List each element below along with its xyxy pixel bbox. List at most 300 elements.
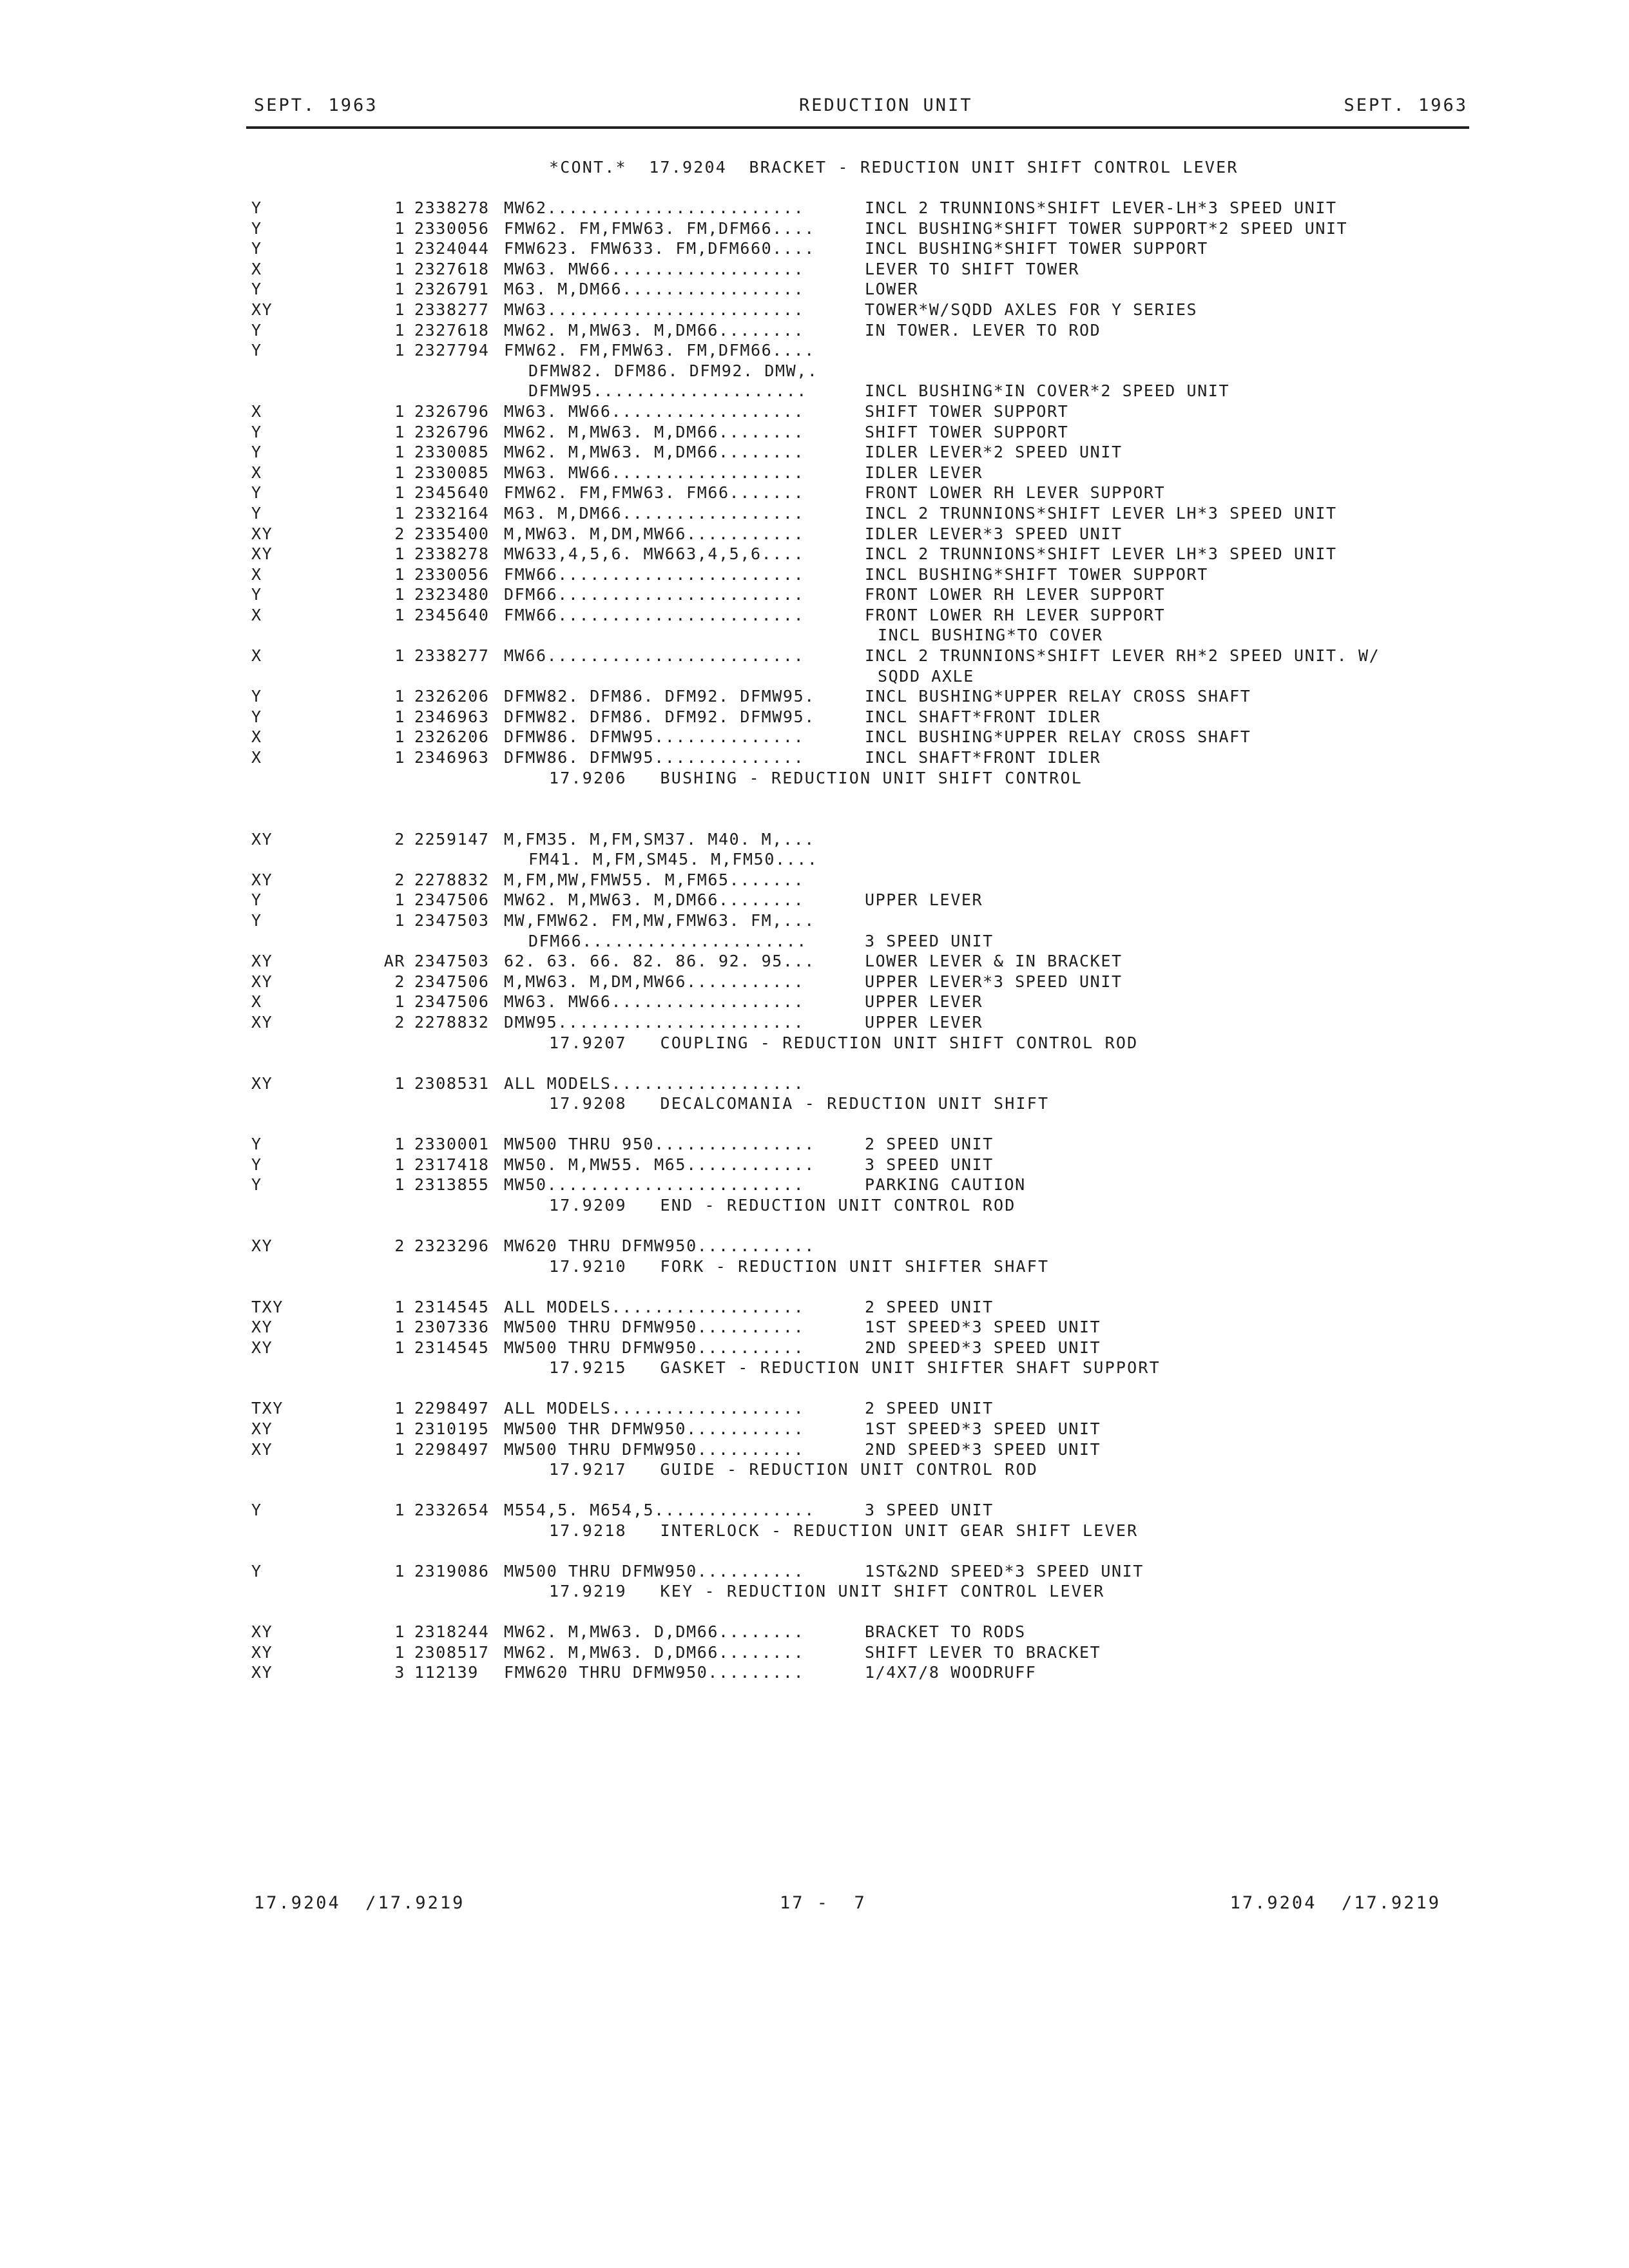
quantity: 2 <box>394 829 405 849</box>
model-applicability: FMW66....................... <box>504 605 805 624</box>
quantity: 1 <box>394 605 405 624</box>
quantity: 1 <box>394 1135 405 1154</box>
header-title: REDUCTION UNIT <box>799 95 973 115</box>
section-heading <box>251 157 1540 198</box>
part-row <box>251 1012 1540 1033</box>
section-heading-text: 17.9215 GASKET - REDUCTION UNIT SHIFTER SHAFT SUPPORT <box>549 1358 1161 1378</box>
part-description: LOWER LEVER & IN BRACKET <box>865 952 1123 971</box>
part-row <box>251 463 1540 483</box>
quantity: 1 <box>394 1439 405 1459</box>
serial-code: XY <box>251 972 273 991</box>
part-description: 2 SPEED UNIT <box>865 1297 994 1316</box>
part-row <box>251 1338 1540 1358</box>
part-row <box>251 1175 1540 1195</box>
description-continuation-row <box>251 625 1540 646</box>
part-row <box>251 300 1540 320</box>
part-description: FRONT LOWER RH LEVER SUPPORT <box>865 483 1166 503</box>
model-applicability: M63. M,DM66................. <box>504 280 805 299</box>
model-applicability: FMW62. FM,FMW63. FM66....... <box>504 483 805 503</box>
part-description: LOWER <box>865 280 919 299</box>
part-row <box>251 1642 1540 1663</box>
model-applicability: MW500 THRU DFMW950.......... <box>504 1338 805 1357</box>
serial-code: Y <box>251 1501 262 1520</box>
quantity: 1 <box>394 1073 405 1093</box>
part-row <box>251 992 1540 1012</box>
part-number: 2332164 <box>414 503 490 523</box>
part-row <box>251 401 1540 422</box>
model-applicability: FMW62. FM,FMW63. FM,DFM66.... <box>504 218 815 238</box>
part-row <box>251 1561 1540 1582</box>
part-description: INCL 2 TRUNNIONS*SHIFT LEVER-LH*3 SPEED UNIT <box>865 198 1337 217</box>
part-number: 2324044 <box>414 239 490 258</box>
part-number: 2278832 <box>414 870 490 889</box>
quantity: 1 <box>394 280 405 299</box>
model-applicability: DFMW82. DFM86. DFM92. DFMW95. <box>504 687 815 706</box>
model-applicability: MW62. M,MW63. M,DM66........ <box>504 890 805 910</box>
model-continuation: DFM66..................... <box>528 931 807 950</box>
part-row <box>251 259 1540 280</box>
section-heading <box>251 768 1540 809</box>
serial-code: Y <box>251 443 262 462</box>
part-number: 2319086 <box>414 1561 490 1581</box>
part-row <box>251 1398 1540 1419</box>
header-rule <box>246 126 1469 129</box>
serial-code: X <box>251 564 262 584</box>
quantity: AR <box>383 952 405 971</box>
part-description: UPPER LEVER <box>865 992 983 1012</box>
part-number: 2310195 <box>414 1419 490 1438</box>
serial-code: XY <box>251 1012 273 1032</box>
serial-code: TXY <box>251 1399 284 1418</box>
part-description: INCL BUSHING*SHIFT TOWER SUPPORT <box>865 564 1208 584</box>
part-row <box>251 442 1540 463</box>
part-number: 2335400 <box>414 524 490 543</box>
part-row <box>251 747 1540 768</box>
part-number: 2313855 <box>414 1175 490 1195</box>
part-description: BRACKET TO RODS <box>865 1622 1026 1642</box>
part-description: INCL BUSHING*UPPER RELAY CROSS SHAFT <box>865 727 1251 747</box>
quantity: 3 <box>394 1663 405 1682</box>
part-description: IDLER LEVER <box>865 463 983 482</box>
quantity: 1 <box>394 218 405 238</box>
model-applicability: MW50. M,MW55. M65............ <box>504 1155 815 1174</box>
part-number: 2326206 <box>414 727 490 747</box>
part-row <box>251 340 1540 361</box>
part-number: 2326796 <box>414 422 490 441</box>
serial-code: XY <box>251 1642 273 1662</box>
part-number: 2347506 <box>414 992 490 1012</box>
model-applicability: MW63. MW66.................. <box>504 463 805 482</box>
part-row <box>251 972 1540 992</box>
quantity: 1 <box>394 544 405 564</box>
model-continuation-row <box>251 361 1540 381</box>
quantity: 1 <box>394 707 405 726</box>
part-description: INCL BUSHING*IN COVER*2 SPEED UNIT <box>865 381 1230 401</box>
serial-code: Y <box>251 911 262 930</box>
serial-code: Y <box>251 1561 262 1581</box>
serial-code: Y <box>251 687 262 706</box>
part-description: FRONT LOWER RH LEVER SUPPORT <box>865 605 1166 624</box>
model-applicability: 62. 63. 66. 82. 86. 92. 95... <box>504 952 815 971</box>
serial-code: XY <box>251 1338 273 1357</box>
serial-code: Y <box>251 422 262 441</box>
serial-code: Y <box>251 585 262 604</box>
serial-code: XY <box>251 1419 273 1438</box>
model-applicability: DFMW86. DFMW95.............. <box>504 748 805 767</box>
section-heading-text: 17.9218 INTERLOCK - REDUCTION UNIT GEAR SHIFT LEVER <box>549 1521 1139 1540</box>
quantity: 1 <box>394 239 405 258</box>
quantity: 1 <box>394 1419 405 1438</box>
model-applicability: DFM66....................... <box>504 585 805 604</box>
part-number: 2332654 <box>414 1501 490 1520</box>
section-heading-text: 17.9209 END - REDUCTION UNIT CONTROL ROD <box>549 1195 1016 1215</box>
quantity: 1 <box>394 483 405 503</box>
serial-code: XY <box>251 952 273 971</box>
serial-code: Y <box>251 1135 262 1154</box>
part-description: INCL SHAFT*FRONT IDLER <box>865 748 1101 767</box>
model-applicability: MW62. M,MW63. D,DM66........ <box>504 1622 805 1642</box>
part-row <box>251 870 1540 890</box>
part-row <box>251 320 1540 341</box>
model-applicability: MW62........................ <box>504 198 805 217</box>
part-number: 2330085 <box>414 443 490 462</box>
part-row <box>251 483 1540 503</box>
serial-code: X <box>251 727 262 747</box>
quantity: 1 <box>394 911 405 930</box>
part-description: UPPER LEVER*3 SPEED UNIT <box>865 972 1123 991</box>
model-applicability: DMW95....................... <box>504 1012 805 1032</box>
part-description: UPPER LEVER <box>865 1012 983 1032</box>
model-applicability: MW633,4,5,6. MW663,4,5,6.... <box>504 544 805 564</box>
part-description: 2ND SPEED*3 SPEED UNIT <box>865 1338 1101 1357</box>
quantity: 1 <box>394 320 405 340</box>
part-description: 1ST SPEED*3 SPEED UNIT <box>865 1318 1101 1337</box>
part-description: SHIFT LEVER TO BRACKET <box>865 1642 1101 1662</box>
model-continuation-row <box>251 849 1540 870</box>
part-row <box>251 524 1540 544</box>
serial-code: X <box>251 401 262 421</box>
part-row <box>251 1317 1540 1338</box>
section-heading-text: 17.9217 GUIDE - REDUCTION UNIT CONTROL ROD <box>549 1460 1039 1479</box>
model-applicability: ALL MODELS.................. <box>504 1073 805 1093</box>
part-row <box>251 910 1540 931</box>
model-continuation-row <box>251 381 1540 401</box>
model-applicability: MW500 THR DFMW950........... <box>504 1419 805 1438</box>
section-heading <box>251 1195 1540 1236</box>
part-row <box>251 605 1540 626</box>
model-applicability: MW62. M,MW63. M,DM66........ <box>504 443 805 462</box>
part-row <box>251 829 1540 850</box>
part-row <box>251 646 1540 666</box>
part-description: 1ST&2ND SPEED*3 SPEED UNIT <box>865 1561 1144 1581</box>
part-number: 112139 <box>414 1663 479 1682</box>
model-continuation: DFMW82. DFM86. DFM92. DMW,. <box>528 361 818 380</box>
part-number: 2314545 <box>414 1338 490 1357</box>
section-heading-text: 17.9206 BUSHING - REDUCTION UNIT SHIFT CONTROL <box>549 768 1083 787</box>
serial-code: XY <box>251 1663 273 1682</box>
part-number: 2327618 <box>414 320 490 340</box>
part-description: SHIFT TOWER SUPPORT <box>865 401 1069 421</box>
part-number: 2326796 <box>414 401 490 421</box>
serial-code: Y <box>251 320 262 340</box>
quantity: 1 <box>394 422 405 441</box>
serial-code: XY <box>251 1318 273 1337</box>
model-applicability: M,MW63. M,DM,MW66........... <box>504 524 805 543</box>
serial-code: Y <box>251 1175 262 1195</box>
serial-code: XY <box>251 829 273 849</box>
model-applicability: M,MW63. M,DM,MW66........... <box>504 972 805 991</box>
part-number: 2347503 <box>414 911 490 930</box>
part-number: 2327794 <box>414 341 490 360</box>
serial-code: XY <box>251 1439 273 1459</box>
model-continuation: FM41. M,FM,SM45. M,FM50.... <box>528 850 818 869</box>
serial-code: Y <box>251 218 262 238</box>
part-row <box>251 1622 1540 1642</box>
part-description: INCL BUSHING*SHIFT TOWER SUPPORT <box>865 239 1208 258</box>
section-heading-text: 17.9207 COUPLING - REDUCTION UNIT SHIFT CONTROL ROD <box>549 1033 1139 1052</box>
model-applicability: FMW623. FMW633. FM,DFM660.... <box>504 239 815 258</box>
quantity: 1 <box>394 1338 405 1357</box>
spacer <box>251 809 1540 829</box>
model-applicability: ALL MODELS.................. <box>504 1399 805 1418</box>
description-continuation: SQDD AXLE <box>878 666 974 686</box>
part-description: UPPER LEVER <box>865 890 983 910</box>
footer-range-left: 17.9204 /17.9219 <box>254 1893 465 1913</box>
serial-code: Y <box>251 198 262 217</box>
part-description: TOWER*W/SQDD AXLES FOR Y SERIES <box>865 300 1198 319</box>
quantity: 2 <box>394 1236 405 1255</box>
serial-code: X <box>251 748 262 767</box>
part-row <box>251 1439 1540 1460</box>
part-number: 2330056 <box>414 564 490 584</box>
part-number: 2323480 <box>414 585 490 604</box>
model-applicability: MW62. M,MW63. M,DM66........ <box>504 320 805 340</box>
serial-code: Y <box>251 1155 262 1174</box>
header-date-right: SEPT. 1963 <box>1344 95 1468 115</box>
footer-range-right: 17.9204 /17.9219 <box>1229 1893 1441 1913</box>
serial-code: X <box>251 605 262 624</box>
serial-code: Y <box>251 503 262 523</box>
quantity: 1 <box>394 748 405 767</box>
part-description: LEVER TO SHIFT TOWER <box>865 259 1080 278</box>
model-applicability: M,FM,MW,FMW55. M,FM65....... <box>504 870 805 889</box>
part-number: 2323296 <box>414 1236 490 1255</box>
serial-code: X <box>251 992 262 1012</box>
part-row <box>251 218 1540 239</box>
part-description: 1/4X7/8 WOODRUFF <box>865 1663 1037 1682</box>
quantity: 1 <box>394 198 405 217</box>
section-heading-text: *CONT.* 17.9204 BRACKET - REDUCTION UNIT SHIFT CONTROL LEVER <box>549 158 1239 177</box>
part-number: 2326206 <box>414 687 490 706</box>
header-date-left: SEPT. 1963 <box>254 95 378 115</box>
serial-code: X <box>251 646 262 666</box>
serial-code: X <box>251 463 262 482</box>
model-applicability: FMW66....................... <box>504 564 805 584</box>
part-description: PARKING CAUTION <box>865 1175 1026 1195</box>
part-number: 2259147 <box>414 829 490 849</box>
description-continuation: INCL BUSHING*TO COVER <box>878 626 1103 645</box>
quantity: 1 <box>394 259 405 278</box>
part-description: 3 SPEED UNIT <box>865 1155 994 1174</box>
part-description: IDLER LEVER*2 SPEED UNIT <box>865 443 1123 462</box>
part-row <box>251 727 1540 747</box>
part-number: 2330085 <box>414 463 490 482</box>
part-row <box>251 279 1540 300</box>
serial-code: Y <box>251 707 262 726</box>
model-applicability: M554,5. M654,5............... <box>504 1501 815 1520</box>
serial-code: Y <box>251 239 262 258</box>
serial-code: XY <box>251 870 273 889</box>
section-heading-text: 17.9208 DECALCOMANIA - REDUCTION UNIT SHIFT <box>549 1094 1050 1113</box>
part-description: 1ST SPEED*3 SPEED UNIT <box>865 1419 1101 1438</box>
section-heading-text: 17.9210 FORK - REDUCTION UNIT SHIFTER SHAFT <box>549 1256 1050 1276</box>
quantity: 1 <box>394 503 405 523</box>
model-applicability: FMW620 THRU DFMW950......... <box>504 1663 805 1682</box>
model-applicability: FMW62. FM,FMW63. FM,DFM66.... <box>504 341 815 360</box>
part-number: 2346963 <box>414 748 490 767</box>
model-continuation: DFMW95.................... <box>528 381 807 401</box>
part-description: 3 SPEED UNIT <box>865 1501 994 1520</box>
serial-code: X <box>251 259 262 278</box>
quantity: 1 <box>394 401 405 421</box>
quantity: 1 <box>394 1561 405 1581</box>
part-description: 2 SPEED UNIT <box>865 1399 994 1418</box>
part-description: INCL BUSHING*SHIFT TOWER SUPPORT*2 SPEED UNIT <box>865 218 1348 238</box>
quantity: 2 <box>394 1012 405 1032</box>
serial-code: XY <box>251 544 273 564</box>
model-applicability: MW62. M,MW63. M,DM66........ <box>504 422 805 441</box>
quantity: 1 <box>394 300 405 319</box>
quantity: 1 <box>394 1297 405 1316</box>
quantity: 1 <box>394 992 405 1012</box>
part-number: 2347506 <box>414 890 490 910</box>
part-number: 2347503 <box>414 952 490 971</box>
quantity: 1 <box>394 1155 405 1174</box>
part-number: 2298497 <box>414 1399 490 1418</box>
part-row <box>251 951 1540 972</box>
serial-code: XY <box>251 300 273 319</box>
quantity: 1 <box>394 585 405 604</box>
part-row <box>251 1662 1540 1683</box>
quantity: 1 <box>394 727 405 747</box>
section-heading <box>251 1521 1540 1561</box>
part-number: 2338278 <box>414 198 490 217</box>
quantity: 1 <box>394 463 405 482</box>
part-description: 2ND SPEED*3 SPEED UNIT <box>865 1439 1101 1459</box>
model-continuation-row <box>251 931 1540 952</box>
model-applicability: M,FM35. M,FM,SM37. M40. M,... <box>504 829 815 849</box>
part-number: 2308517 <box>414 1642 490 1662</box>
model-applicability: MW500 THRU DFMW950.......... <box>504 1561 805 1581</box>
section-heading <box>251 1459 1540 1500</box>
quantity: 2 <box>394 870 405 889</box>
section-heading <box>251 1256 1540 1297</box>
part-number: 2330001 <box>414 1135 490 1154</box>
part-number: 2338277 <box>414 300 490 319</box>
part-number: 2314545 <box>414 1297 490 1316</box>
quantity: 2 <box>394 972 405 991</box>
quantity: 2 <box>394 524 405 543</box>
serial-code: XY <box>251 524 273 543</box>
part-description: IDLER LEVER*3 SPEED UNIT <box>865 524 1123 543</box>
quantity: 1 <box>394 1399 405 1418</box>
quantity: 1 <box>394 687 405 706</box>
serial-code: Y <box>251 341 262 360</box>
serial-code: XY <box>251 1622 273 1642</box>
part-row <box>251 1419 1540 1439</box>
part-description: INCL 2 TRUNNIONS*SHIFT LEVER LH*3 SPEED UNIT <box>865 503 1337 523</box>
model-applicability: MW50........................ <box>504 1175 805 1195</box>
quantity: 1 <box>394 646 405 666</box>
section-heading <box>251 1581 1540 1622</box>
model-applicability: MW500 THRU DFMW950.......... <box>504 1318 805 1337</box>
serial-code: Y <box>251 890 262 910</box>
quantity: 1 <box>394 1175 405 1195</box>
quantity: 1 <box>394 1318 405 1337</box>
part-row <box>251 1134 1540 1155</box>
serial-code: XY <box>251 1073 273 1093</box>
part-row <box>251 422 1540 443</box>
part-description: SHIFT TOWER SUPPORT <box>865 422 1069 441</box>
model-applicability: MW63........................ <box>504 300 805 319</box>
part-description: INCL BUSHING*UPPER RELAY CROSS SHAFT <box>865 687 1251 706</box>
quantity: 1 <box>394 341 405 360</box>
quantity: 1 <box>394 443 405 462</box>
part-number: 2338278 <box>414 544 490 564</box>
part-row <box>251 890 1540 910</box>
part-number: 2347506 <box>414 972 490 991</box>
model-applicability: MW62. M,MW63. D,DM66........ <box>504 1642 805 1662</box>
model-applicability: DFMW82. DFM86. DFM92. DFMW95. <box>504 707 815 726</box>
parts-list <box>251 157 1540 1683</box>
part-number: 2338277 <box>414 646 490 666</box>
section-heading <box>251 1358 1540 1398</box>
part-description: IN TOWER. LEVER TO ROD <box>865 320 1101 340</box>
part-row <box>251 686 1540 707</box>
part-description: INCL 2 TRUNNIONS*SHIFT LEVER RH*2 SPEED UNIT. W/ <box>865 646 1380 666</box>
part-row <box>251 544 1540 564</box>
quantity: 1 <box>394 1642 405 1662</box>
part-number: 2298497 <box>414 1439 490 1459</box>
part-row <box>251 1297 1540 1318</box>
model-applicability: MW66........................ <box>504 646 805 666</box>
quantity: 1 <box>394 890 405 910</box>
part-number: 2346963 <box>414 707 490 726</box>
footer-page-number: 17 - 7 <box>780 1893 867 1913</box>
part-number: 2345640 <box>414 483 490 503</box>
model-applicability: MW500 THRU DFMW950.......... <box>504 1439 805 1459</box>
part-description: INCL 2 TRUNNIONS*SHIFT LEVER LH*3 SPEED UNIT <box>865 544 1337 564</box>
part-row <box>251 707 1540 727</box>
part-row <box>251 1155 1540 1175</box>
section-heading <box>251 1093 1540 1134</box>
part-row <box>251 564 1540 585</box>
serial-code: TXY <box>251 1297 284 1316</box>
model-applicability: MW,FMW62. FM,MW,FMW63. FM,... <box>504 911 815 930</box>
part-number: 2326791 <box>414 280 490 299</box>
part-description: 2 SPEED UNIT <box>865 1135 994 1154</box>
part-row <box>251 238 1540 259</box>
model-applicability: MW500 THRU 950............... <box>504 1135 815 1154</box>
model-applicability: MW63. MW66.................. <box>504 259 805 278</box>
part-number: 2307336 <box>414 1318 490 1337</box>
section-heading-text: 17.9219 KEY - REDUCTION UNIT SHIFT CONTROL LEVER <box>549 1582 1105 1601</box>
part-row <box>251 1073 1540 1094</box>
part-row <box>251 198 1540 218</box>
part-description: 3 SPEED UNIT <box>865 931 994 950</box>
part-description: FRONT LOWER RH LEVER SUPPORT <box>865 585 1166 604</box>
part-description: INCL SHAFT*FRONT IDLER <box>865 707 1101 726</box>
